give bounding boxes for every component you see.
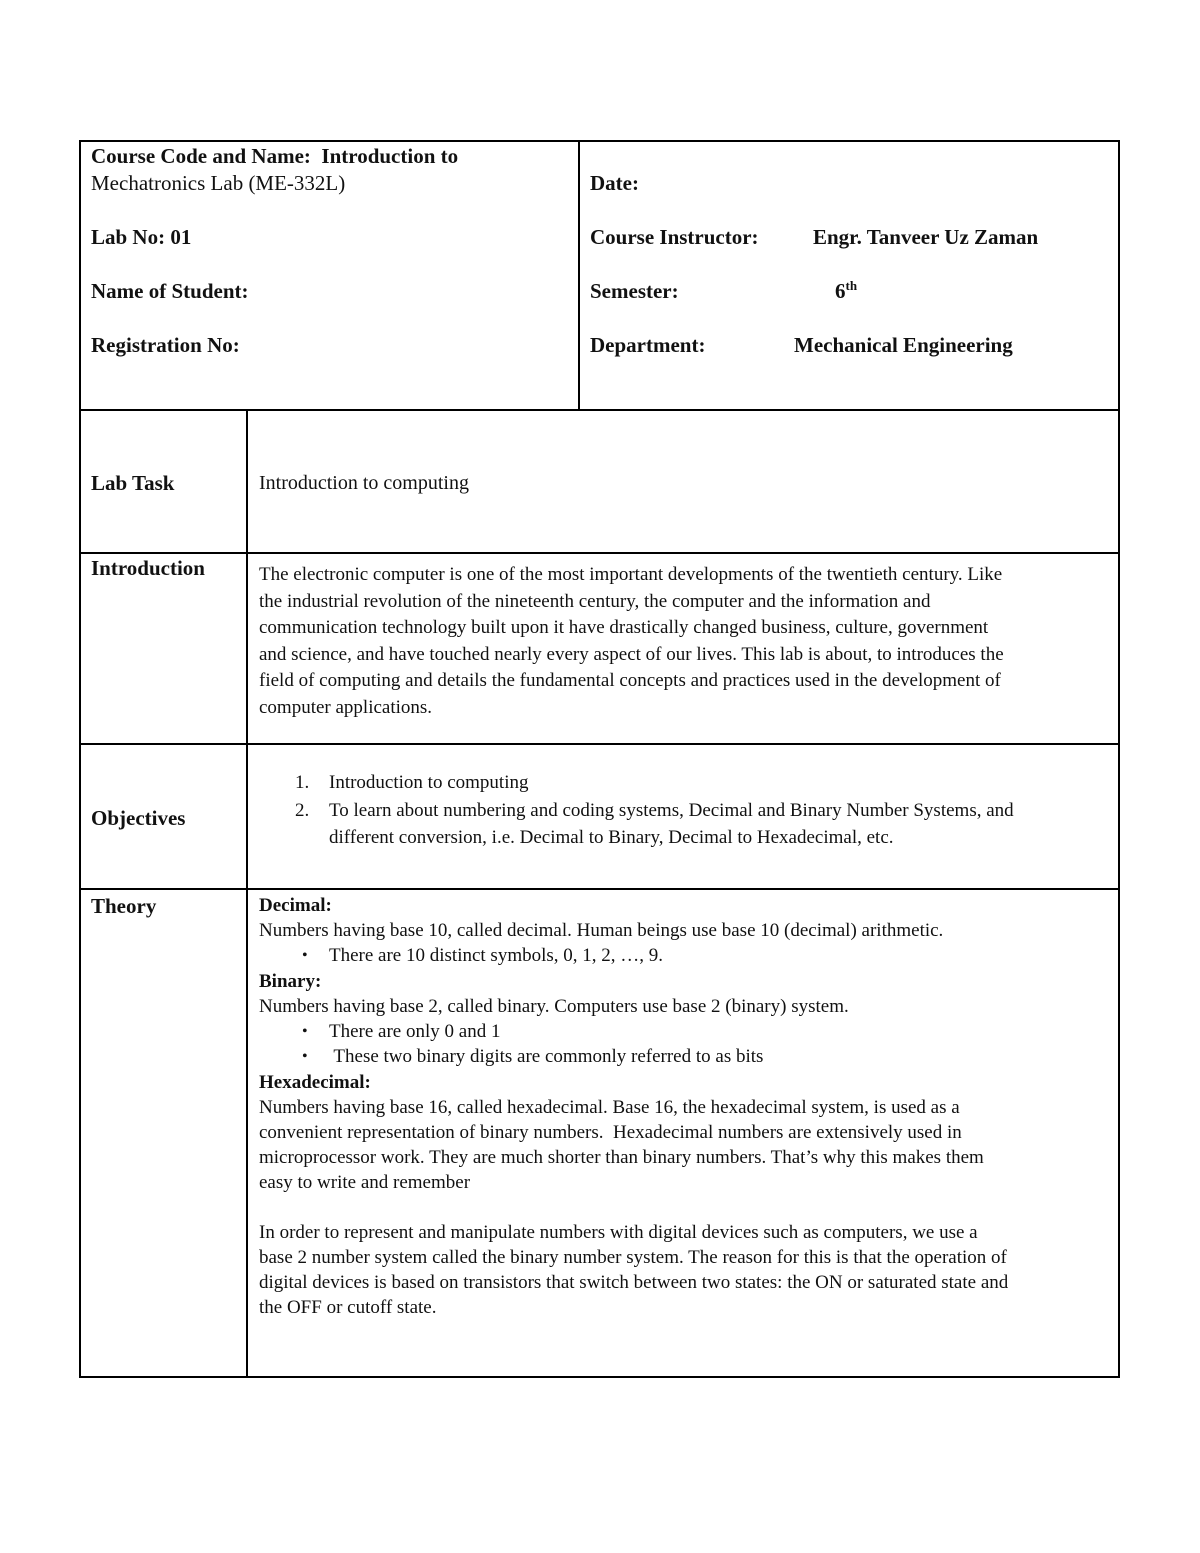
hexadecimal-line: convenient representation of binary numbers. Hexadecimal numbers are extensively used in	[259, 1121, 962, 1143]
instructor-label: Course Instructor:	[590, 225, 759, 249]
objective-number: 2.	[295, 799, 310, 821]
hexadecimal-heading: Hexadecimal:	[259, 1071, 371, 1093]
registration-no-label: Registration No:	[91, 333, 240, 357]
introduction-label: Introduction	[91, 556, 205, 580]
objectives-label: Objectives	[91, 806, 186, 830]
bullet-item: • There are only 0 and 1	[259, 1019, 1114, 1045]
instructor-value: Engr. Tanveer Uz Zaman	[813, 225, 1039, 249]
objective-item	[259, 769, 1114, 797]
semester-number: 6	[835, 279, 846, 303]
label-column-divider	[246, 409, 248, 1376]
closing-line: base 2 number system called the binary number system. The reason for this is that the operation of	[259, 1246, 1007, 1268]
objective-text: Introduction to computing	[329, 772, 529, 793]
bullet-icon: •	[302, 947, 308, 964]
course-name-line2: Mechatronics Lab (ME-332L)	[91, 171, 346, 195]
introduction-line: computer applications.	[259, 696, 433, 718]
lab-no-field	[91, 224, 191, 251]
bullet-icon: •	[302, 1022, 308, 1040]
objectives-list	[259, 769, 1114, 852]
introduction-line: and science, and have touched nearly every aspect of our lives. This lab is about, to introduces the	[259, 643, 1004, 665]
lab-task-text: Introduction to computing	[259, 472, 469, 494]
introduction-line: communication technology built upon it have drastically changed business, culture, government	[259, 617, 989, 639]
introduction-line: field of computing and details the fundamental concepts and practices used in the development of	[259, 670, 1001, 692]
hexadecimal-line: easy to write and remember	[259, 1171, 471, 1193]
objective-number: 1.	[295, 772, 310, 793]
lab-no-value: 01	[170, 225, 192, 249]
bullet-icon: •	[302, 1048, 308, 1065]
introduction-line: The electronic computer is one of the most important developments of the twentieth century. Like	[259, 564, 1003, 585]
course-code-field	[91, 143, 458, 170]
closing-line: the OFF or cutoff state.	[259, 1296, 437, 1318]
objective-text-cont: different conversion, i.e. Decimal to Binary, Decimal to Hexadecimal, etc.	[329, 827, 894, 848]
semester-suffix: th	[845, 278, 858, 293]
department-value: Mechanical Engineering	[794, 333, 1013, 357]
course-code-label: Course Code and Name:	[91, 144, 311, 168]
date-label: Date:	[590, 171, 639, 195]
objective-item	[259, 797, 1114, 852]
row-divider-1	[81, 552, 1118, 554]
row-divider-3	[81, 888, 1118, 890]
semester-value	[835, 278, 857, 305]
hexadecimal-line: microprocessor work. They are much shorter than binary numbers. That’s why this makes them	[259, 1146, 984, 1168]
header-info-table	[79, 140, 1120, 411]
student-name-label: Name of Student:	[91, 279, 249, 303]
lab-content-table	[79, 409, 1120, 1378]
lab-task-label: Lab Task	[91, 471, 175, 495]
bullet-item: • There are 10 distinct symbols, 0, 1, 2, …, 9.	[259, 943, 1114, 969]
course-name-line1: Introduction to	[321, 144, 459, 168]
introduction-line: the industrial revolution of the nineteenth century, the computer and the information and	[259, 590, 931, 612]
decimal-bullets	[259, 943, 1114, 969]
hexadecimal-text	[259, 1095, 1114, 1195]
closing-line: digital devices is based on transistors that switch between two states: the ON or saturated state and	[259, 1271, 1009, 1293]
bullet-item: • These two binary digits are commonly referred to as bits	[259, 1044, 1114, 1070]
decimal-text: Numbers having base 10, called decimal. Human beings use base 10 (decimal) arithmetic.	[259, 920, 944, 941]
lab-no-label: Lab No:	[91, 225, 166, 249]
introduction-text	[259, 562, 1114, 722]
binary-bullets	[259, 1019, 1114, 1070]
department-label: Department:	[590, 333, 706, 357]
hexadecimal-line: Numbers having base 16, called hexadecimal. Base 16, the hexadecimal system, is used as a	[259, 1096, 960, 1118]
theory-content	[259, 893, 1114, 1320]
theory-closing-paragraph	[259, 1220, 1114, 1320]
closing-line: In order to represent and manipulate numbers with digital devices such as computers, we use a	[259, 1221, 978, 1243]
objective-text: To learn about numbering and coding systems, Decimal and Binary Number Systems, and	[329, 799, 1014, 821]
theory-label: Theory	[91, 894, 157, 918]
binary-heading: Binary:	[259, 970, 322, 992]
decimal-heading: Decimal:	[259, 895, 332, 916]
header-column-divider	[578, 142, 580, 409]
binary-text: Numbers having base 2, called binary. Computers use base 2 (binary) system.	[259, 995, 849, 1017]
semester-label: Semester:	[590, 279, 679, 303]
row-divider-2	[81, 743, 1118, 745]
